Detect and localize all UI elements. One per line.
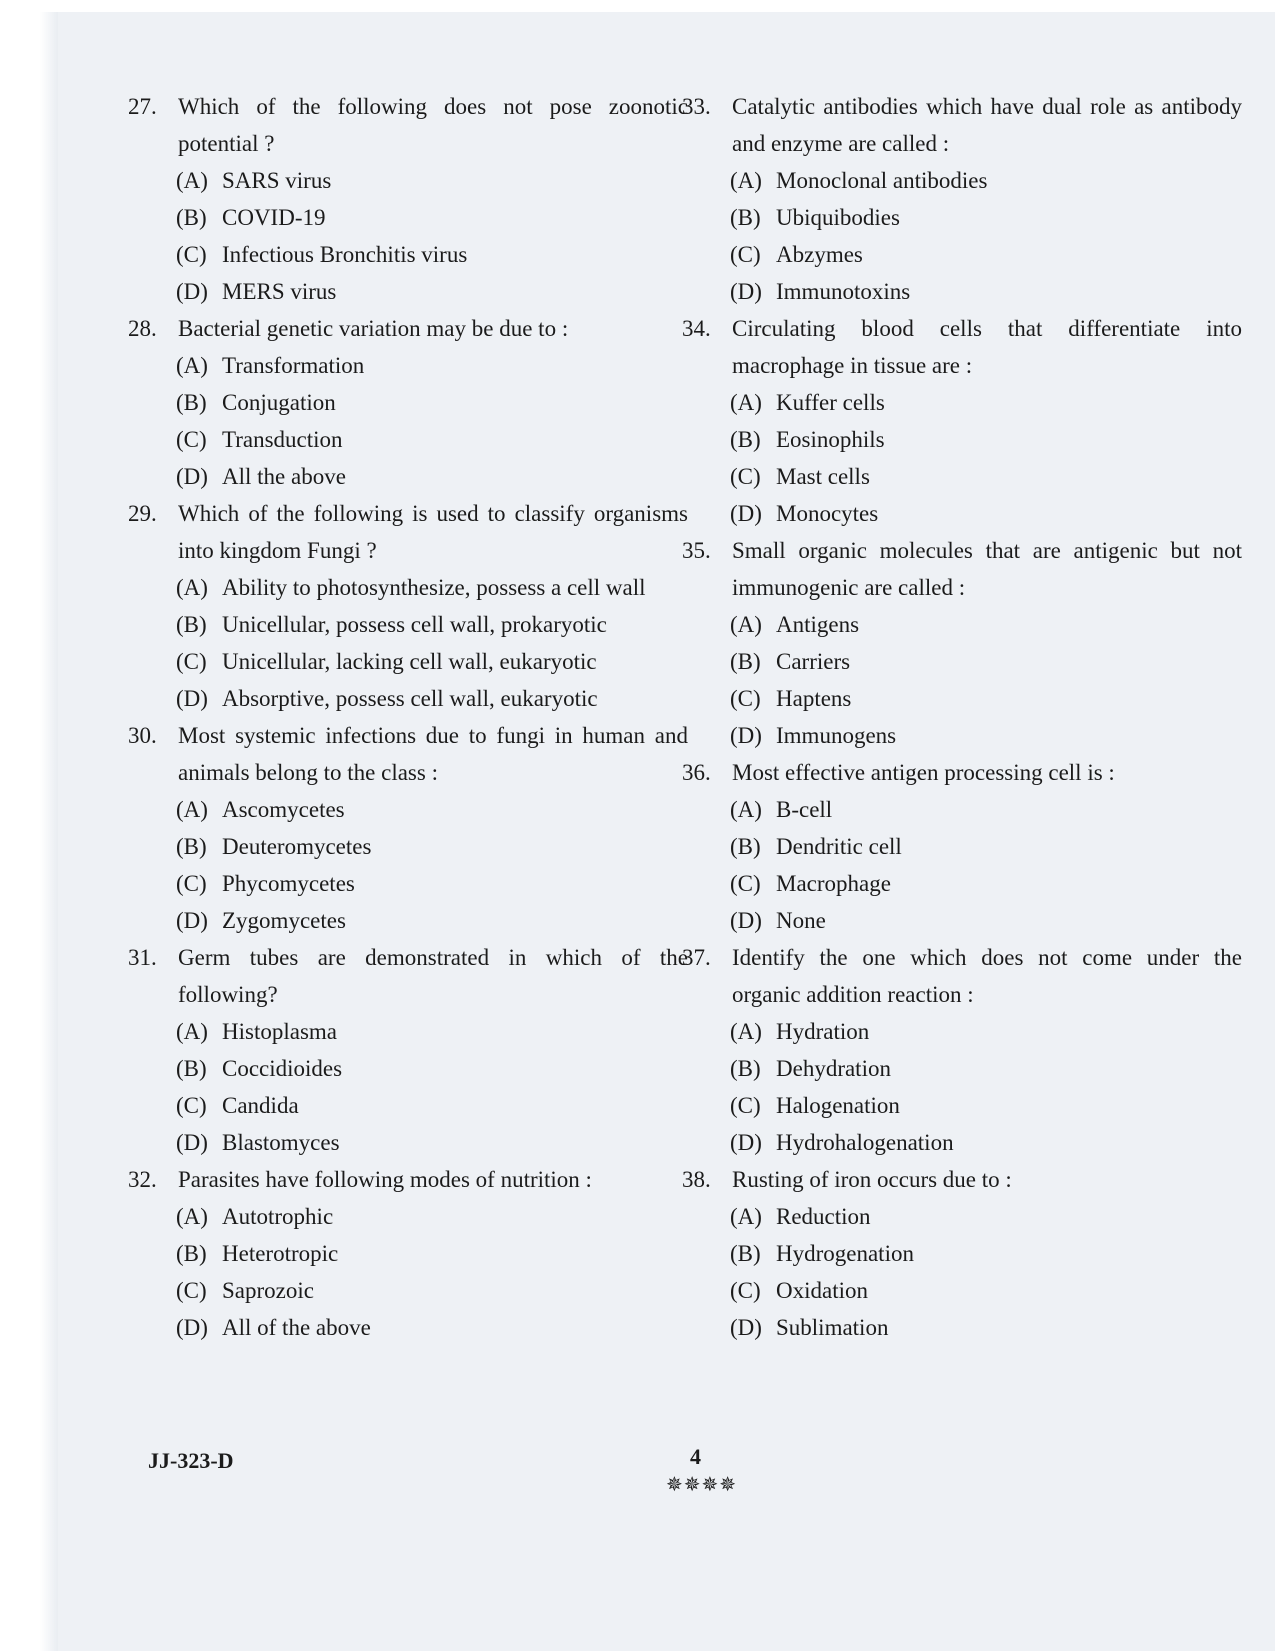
answer-option	[682, 421, 1242, 458]
answer-option	[682, 1050, 1242, 1087]
question-stem	[682, 310, 1242, 384]
option-label: (C)	[730, 686, 761, 711]
option-label: (A)	[730, 612, 762, 637]
option-text: Deuteromycetes	[222, 834, 372, 859]
answer-option	[682, 791, 1242, 828]
option-label: (D)	[730, 279, 762, 304]
option-label: (A)	[730, 390, 762, 415]
question	[128, 495, 688, 717]
option-label: (D)	[730, 501, 762, 526]
option-label: (B)	[730, 834, 761, 859]
question-number: 37.	[682, 945, 711, 970]
question	[682, 310, 1242, 532]
option-label: (C)	[730, 242, 761, 267]
answer-option	[128, 1124, 688, 1161]
option-text: Hydrohalogenation	[776, 1130, 954, 1155]
option-label: (C)	[176, 871, 207, 896]
option-text: Phycomycetes	[222, 871, 355, 896]
option-text: Hydrogenation	[776, 1241, 914, 1266]
question-stem	[128, 310, 688, 347]
question	[682, 939, 1242, 1161]
question-number: 30.	[128, 723, 157, 748]
option-text: Transduction	[222, 427, 343, 452]
option-text: Mast cells	[776, 464, 870, 489]
question-number: 36.	[682, 760, 711, 785]
answer-option	[128, 458, 688, 495]
question	[682, 88, 1242, 310]
answer-option	[128, 606, 688, 643]
answer-option	[128, 236, 688, 273]
answer-option	[128, 1309, 688, 1346]
option-label: (A)	[730, 1204, 762, 1229]
option-text: Oxidation	[776, 1278, 868, 1303]
answer-option	[128, 1235, 688, 1272]
option-label: (D)	[730, 1130, 762, 1155]
option-label: (C)	[730, 1278, 761, 1303]
answer-option	[128, 421, 688, 458]
question	[682, 754, 1242, 939]
option-label: (B)	[176, 834, 207, 859]
question-stem	[128, 717, 688, 791]
answer-option	[128, 1272, 688, 1309]
scan-top-edge	[0, 0, 1275, 12]
question-text: Which of the following is used to classify organisms into kingdom Fungi ?	[178, 501, 688, 563]
question	[128, 939, 688, 1161]
option-label: (D)	[176, 1130, 208, 1155]
question-number: 34.	[682, 316, 711, 341]
answer-option	[682, 1124, 1242, 1161]
option-label: (D)	[730, 908, 762, 933]
question-number: 35.	[682, 538, 711, 563]
option-text: Carriers	[776, 649, 851, 674]
answer-option	[128, 643, 688, 680]
footer-stars: ✵✵✵✵	[666, 1474, 738, 1496]
question-number: 38.	[682, 1167, 711, 1192]
question-stem	[682, 1161, 1242, 1198]
question	[682, 1161, 1242, 1346]
option-text: Coccidioides	[222, 1056, 343, 1081]
answer-option	[128, 828, 688, 865]
option-text: Candida	[222, 1093, 299, 1118]
option-label: (D)	[176, 279, 208, 304]
option-label: (D)	[176, 686, 208, 711]
question-stem	[682, 88, 1242, 162]
option-label: (B)	[176, 1241, 207, 1266]
answer-option	[128, 1198, 688, 1235]
option-text: Ubiquibodies	[776, 205, 900, 230]
question-stem	[128, 88, 688, 162]
option-text: Autotrophic	[222, 1204, 334, 1229]
option-label: (B)	[176, 390, 207, 415]
option-label: (B)	[176, 612, 207, 637]
option-text: Haptens	[776, 686, 852, 711]
option-text: None	[776, 908, 826, 933]
option-text: Heterotropic	[222, 1241, 339, 1266]
option-label: (D)	[176, 1315, 208, 1340]
option-label: (C)	[176, 242, 207, 267]
answer-option	[682, 1198, 1242, 1235]
question-text: Germ tubes are demonstrated in which of the following?	[178, 945, 688, 1007]
option-text: Monoclonal antibodies	[776, 168, 988, 193]
option-label: (A)	[176, 575, 208, 600]
option-text: Ascomycetes	[222, 797, 345, 822]
question-number: 29.	[128, 501, 157, 526]
option-label: (B)	[730, 205, 761, 230]
answer-option	[128, 1050, 688, 1087]
option-text: COVID-19	[222, 205, 326, 230]
question-text: Most effective antigen processing cell is :	[732, 760, 1115, 785]
option-label: (B)	[730, 427, 761, 452]
option-label: (A)	[730, 1019, 762, 1044]
question-text: Most systemic infections due to fungi in human and animals belong to the class :	[178, 723, 688, 785]
scan-margin	[0, 0, 58, 1651]
option-text: Zygomycetes	[222, 908, 346, 933]
answer-option	[682, 495, 1242, 532]
question-number: 33.	[682, 94, 711, 119]
option-label: (B)	[730, 1241, 761, 1266]
answer-option	[682, 865, 1242, 902]
question-stem	[682, 754, 1242, 791]
option-label: (B)	[730, 649, 761, 674]
question-text: Parasites have following modes of nutrition :	[178, 1167, 592, 1192]
option-text: Sublimation	[776, 1315, 889, 1340]
option-text: SARS virus	[222, 168, 332, 193]
answer-option	[682, 1013, 1242, 1050]
option-text: Ability to photosynthesize, possess a cell wall	[222, 575, 646, 600]
option-text: Hydration	[776, 1019, 870, 1044]
option-text: Unicellular, lacking cell wall, eukaryotic	[222, 649, 597, 674]
option-label: (B)	[176, 1056, 207, 1081]
question-text: Catalytic antibodies which have dual role as antibody and enzyme are called :	[732, 94, 1242, 156]
answer-option	[682, 236, 1242, 273]
answer-option	[682, 1272, 1242, 1309]
answer-option	[128, 273, 688, 310]
answer-option	[128, 680, 688, 717]
question-stem	[128, 1161, 688, 1198]
option-text: Monocytes	[776, 501, 879, 526]
answer-option	[128, 384, 688, 421]
page-footer	[0, 1444, 1275, 1508]
option-text: B-cell	[776, 797, 833, 822]
option-text: Conjugation	[222, 390, 336, 415]
option-text: Saprozoic	[222, 1278, 314, 1303]
option-label: (A)	[176, 1019, 208, 1044]
option-label: (D)	[730, 723, 762, 748]
answer-option	[682, 1087, 1242, 1124]
option-label: (A)	[176, 168, 208, 193]
answer-option	[128, 1087, 688, 1124]
answer-option	[682, 1235, 1242, 1272]
answer-option	[682, 717, 1242, 754]
option-label: (C)	[730, 871, 761, 896]
question-text: Bacterial genetic variation may be due to :	[178, 316, 569, 341]
question-text: Rusting of iron occurs due to :	[732, 1167, 1012, 1192]
option-label: (D)	[176, 908, 208, 933]
option-text: Dendritic cell	[776, 834, 902, 859]
answer-option	[128, 199, 688, 236]
option-text: Unicellular, possess cell wall, prokaryotic	[222, 612, 607, 637]
question	[128, 88, 688, 310]
question-number: 27.	[128, 94, 157, 119]
option-text: Eosinophils	[776, 427, 885, 452]
option-label: (A)	[730, 797, 762, 822]
option-text: Dehydration	[776, 1056, 891, 1081]
option-label: (A)	[730, 168, 762, 193]
question-text: Which of the following does not pose zoonotic potential ?	[178, 94, 688, 156]
answer-option	[682, 902, 1242, 939]
option-label: (A)	[176, 1204, 208, 1229]
option-text: Abzymes	[776, 242, 863, 267]
option-label: (D)	[176, 464, 208, 489]
option-text: Kuffer cells	[776, 390, 885, 415]
option-text: Macrophage	[776, 871, 891, 896]
answer-option	[682, 643, 1242, 680]
option-text: Transformation	[222, 353, 365, 378]
option-text: Immunogens	[776, 723, 897, 748]
answer-option	[128, 569, 688, 606]
option-text: All the above	[222, 464, 346, 489]
question-text: Identify the one which does not come under the organic addition reaction :	[732, 945, 1242, 1007]
answer-option	[128, 1013, 688, 1050]
question	[128, 717, 688, 939]
right-column	[682, 88, 1242, 1346]
option-label: (A)	[176, 353, 208, 378]
question-stem	[128, 495, 688, 569]
answer-option	[682, 828, 1242, 865]
question	[128, 1161, 688, 1346]
answer-option	[128, 865, 688, 902]
option-label: (A)	[176, 797, 208, 822]
answer-option	[682, 199, 1242, 236]
question-text: Small organic molecules that are antigenic but not immunogenic are called :	[732, 538, 1242, 600]
question	[682, 532, 1242, 754]
question-number: 28.	[128, 316, 157, 341]
question-number: 31.	[128, 945, 157, 970]
answer-option	[682, 273, 1242, 310]
booklet-code: JJ-323-D	[148, 1448, 234, 1473]
question-text: Circulating blood cells that differentiate into macrophage in tissue are :	[732, 316, 1242, 378]
option-text: Blastomyces	[222, 1130, 340, 1155]
option-label: (C)	[176, 427, 207, 452]
option-text: Immunotoxins	[776, 279, 911, 304]
option-label: (C)	[730, 1093, 761, 1118]
option-label: (B)	[176, 205, 207, 230]
page-number: 4	[690, 1444, 701, 1469]
answer-option	[128, 162, 688, 199]
answer-option	[128, 902, 688, 939]
answer-option	[682, 680, 1242, 717]
answer-option	[682, 162, 1242, 199]
option-label: (C)	[730, 464, 761, 489]
answer-option	[682, 606, 1242, 643]
option-text: Absorptive, possess cell wall, eukaryotic	[222, 686, 598, 711]
option-text: Antigens	[776, 612, 860, 637]
option-label: (C)	[176, 649, 207, 674]
option-text: All of the above	[222, 1315, 371, 1340]
option-label: (B)	[730, 1056, 761, 1081]
answer-option	[128, 347, 688, 384]
option-text: Infectious Bronchitis virus	[222, 242, 468, 267]
option-label: (D)	[730, 1315, 762, 1340]
answer-option	[682, 458, 1242, 495]
option-text: MERS virus	[222, 279, 337, 304]
answer-option	[682, 384, 1242, 421]
question-stem	[682, 939, 1242, 1013]
answer-option	[682, 1309, 1242, 1346]
option-text: Histoplasma	[222, 1019, 337, 1044]
left-column	[128, 88, 688, 1346]
option-label: (C)	[176, 1093, 207, 1118]
answer-option	[128, 791, 688, 828]
option-label: (C)	[176, 1278, 207, 1303]
option-text: Halogenation	[776, 1093, 900, 1118]
option-text: Reduction	[776, 1204, 871, 1229]
question-stem	[128, 939, 688, 1013]
question-number: 32.	[128, 1167, 157, 1192]
question-stem	[682, 532, 1242, 606]
question	[128, 310, 688, 495]
